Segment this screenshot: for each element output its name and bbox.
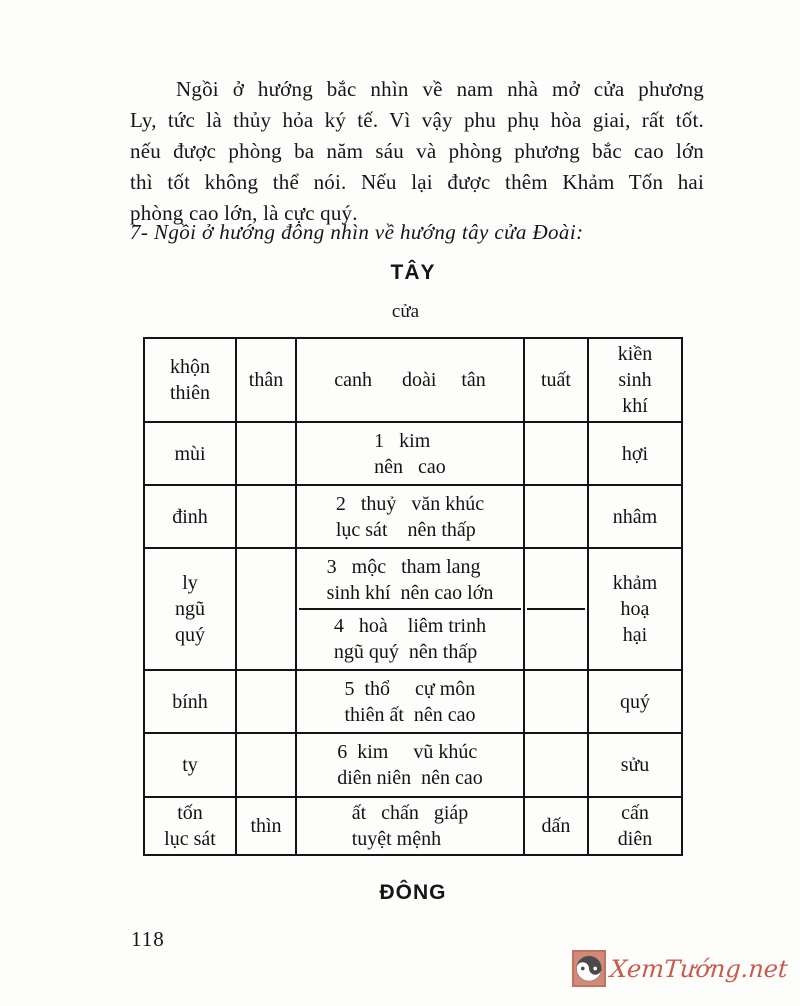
cell-text: lục sát nên thấp (335, 518, 476, 541)
cell-text-block (334, 613, 486, 665)
fengshui-direction-table (143, 337, 683, 856)
table-cell (144, 422, 236, 485)
watermark-link[interactable] (572, 950, 788, 987)
table-cell (524, 797, 588, 855)
table-cell (144, 670, 236, 733)
cell-text: nên cao (374, 455, 446, 478)
table-cell (588, 548, 682, 670)
door-label: cửa (391, 301, 420, 322)
cell-text: thân (248, 369, 284, 391)
cell-text: thiên ất nên cao (344, 703, 476, 726)
table-cell (144, 733, 236, 797)
table-cell (144, 485, 236, 548)
cell-text: thiên (170, 382, 210, 404)
table-cell (524, 422, 588, 485)
cell-text: 1 kim (374, 429, 431, 452)
table-cell (144, 338, 236, 422)
cell-text: 5 thổ cự môn (344, 677, 476, 700)
table-cell (296, 422, 524, 485)
section-heading: 7- Ngồi ở hướng đông nhìn về hướng tây cửa Đoài: (130, 220, 584, 244)
cell-text: nhâm (612, 505, 658, 528)
page-number: 118 (131, 927, 165, 951)
cell-text: mùi (174, 442, 206, 465)
cell-text: ngũ (175, 598, 205, 620)
table-cell (236, 485, 296, 548)
sub-cell (527, 610, 585, 667)
direction-label-west: TÂY (390, 261, 436, 284)
table-cell (296, 733, 524, 797)
sub-cell (299, 610, 521, 667)
cell-text: sinh khí nên cao lớn (326, 581, 494, 604)
paragraph-line: Ly, tức là thủy hỏa ký tế. Vì vậy phu phụ hòa giai, rất tốt. (130, 108, 704, 132)
cell-text: 3 mộc tham lang (326, 555, 481, 578)
direction-label-east: ĐÔNG (379, 881, 447, 904)
table-cell (296, 670, 524, 733)
paragraph-line: nếu được phòng ba năm sáu và phòng phương bắc cao lớn (130, 139, 704, 163)
cell-text: lục sát (164, 828, 216, 850)
table-row (144, 485, 682, 548)
cell-text: sửu (620, 754, 650, 776)
table-cell (144, 797, 236, 855)
table-row (144, 733, 682, 797)
cell-text: hợi (621, 442, 649, 465)
cell-text: khộn (170, 356, 210, 378)
table-row (144, 797, 682, 855)
paragraph-line: thì tốt không thể nói. Nếu lại được thêm Khảm Tốn hai (130, 170, 704, 194)
cell-text: đinh (172, 505, 208, 528)
watermark-site-name: XemTướng.net (609, 954, 789, 983)
table-row (144, 548, 682, 670)
cell-text: quý (175, 624, 205, 646)
cell-text: hoạ (620, 598, 650, 620)
cell-text: dấn (541, 815, 571, 837)
cell-text: 4 hoà liêm trinh (333, 614, 487, 637)
cell-text: diên niên nên cao (337, 767, 483, 789)
cell-text: ất chấn giáp (351, 802, 469, 824)
cell-text: ly (182, 572, 198, 594)
table-cell (296, 485, 524, 548)
table-cell (588, 797, 682, 855)
cell-text: cấn (621, 802, 649, 824)
table-cell (588, 485, 682, 548)
cell-text: tuất (541, 369, 571, 391)
yin-yang-icon (572, 950, 606, 987)
cell-text: kiền (617, 343, 653, 365)
cell-text: hại (622, 624, 648, 646)
table-cell (296, 338, 524, 422)
cell-text: canh doài tân (334, 369, 486, 391)
table-cell (524, 670, 588, 733)
cell-text: tuyệt mệnh (351, 828, 442, 850)
sub-cell (299, 551, 521, 610)
table-cell-split (524, 548, 588, 670)
table-cell (588, 338, 682, 422)
table-row (144, 670, 682, 733)
cell-text: diên (617, 828, 653, 850)
table-cell (588, 670, 682, 733)
paragraph-line: Ngồi ở hướng bắc nhìn về nam nhà mở cửa phương (176, 77, 704, 101)
cell-text: quý (620, 690, 650, 713)
table-row (144, 422, 682, 485)
table-cell-split (296, 548, 524, 670)
table-cell (524, 733, 588, 797)
cell-text: ty (182, 754, 198, 776)
table-cell (236, 670, 296, 733)
paragraph-line: phòng cao lớn, là cực quý. (130, 201, 358, 225)
table-cell (588, 422, 682, 485)
table-cell (236, 422, 296, 485)
cell-text-block (327, 554, 494, 606)
cell-text-block (374, 428, 446, 480)
cell-text: ngũ quý nên thấp (333, 640, 478, 663)
cell-text: 2 thuỷ văn khúc (335, 492, 485, 515)
table-cell (236, 733, 296, 797)
table-cell (144, 548, 236, 670)
cell-text-block (344, 676, 475, 728)
body-paragraph (130, 74, 704, 229)
cell-text: 6 kim vũ khúc (337, 741, 478, 763)
cell-text: khảm (612, 572, 658, 594)
cell-text: bính (172, 690, 208, 713)
cell-text-block (336, 491, 484, 543)
cell-text-block (337, 739, 483, 791)
table-row (144, 338, 682, 422)
cell-text: tốn (177, 802, 203, 824)
table-cell (236, 338, 296, 422)
cell-text-block (352, 800, 469, 852)
cell-text: thìn (250, 815, 282, 837)
table-cell (588, 733, 682, 797)
sub-cell (527, 551, 585, 610)
table-cell (236, 548, 296, 670)
table-cell (524, 485, 588, 548)
table-cell (524, 338, 588, 422)
cell-text: sinh (618, 369, 652, 391)
table-cell (236, 797, 296, 855)
table-cell (296, 797, 524, 855)
cell-text: khí (622, 395, 648, 417)
